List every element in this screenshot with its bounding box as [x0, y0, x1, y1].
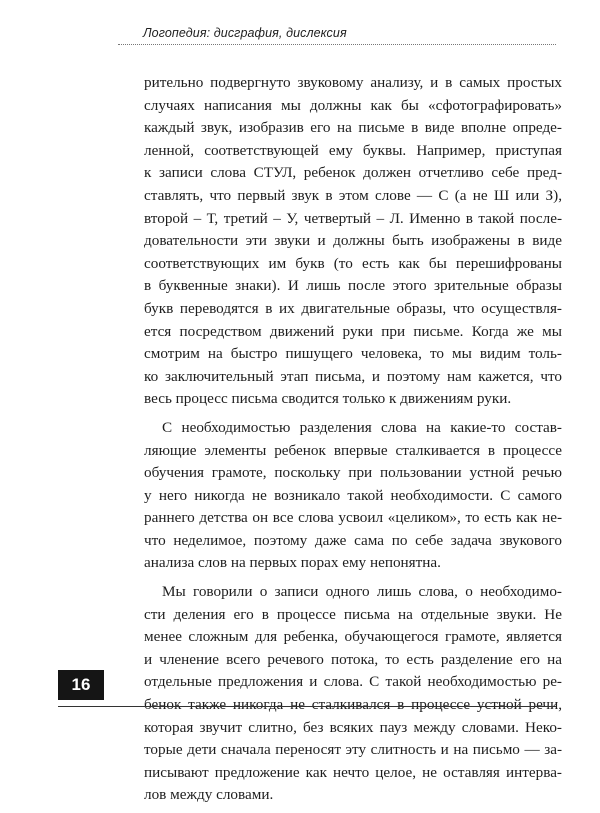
body-text [144, 72, 562, 813]
text-line: в буквенные знаки). И лишь после этого зрительные образы [144, 277, 562, 295]
text-line: что неделимое, поэтому даже сама по себе задача звукового [144, 531, 562, 549]
text-line: ется посредством движений руки при письме. Когда же мы [144, 322, 562, 340]
text-line: соответствующих им букв (то есть как бы перешифрованы [144, 254, 562, 272]
text-line: лов между словами. [144, 786, 274, 804]
text-line: писывают предложение как нечто целое, не оставляя интерва- [144, 763, 562, 781]
text-line: букв переводятся в их двигательные образы, что осуществля- [144, 299, 562, 317]
text-line: весь процесс письма сводится только к движениям руки. [144, 390, 512, 408]
text-line: ляющие элементы ребенок впервые сталкивается в процессе [144, 441, 562, 459]
text-line: сти деления его в процессе письма на отдельные звуки. Не [144, 605, 562, 623]
text-line: ставлять, что первый звук в этом слове — С (а не Ш или З), [144, 186, 562, 204]
header-rule [118, 44, 556, 45]
text-line: раннего детства он все слова усвоил «целиком», то есть как не- [144, 509, 562, 527]
paragraph [144, 72, 562, 411]
text-line: отдельные предложения и слова. С такой необходимостью ре- [144, 673, 562, 691]
text-line: бенок также никогда не сталкивался в процессе устной речи, [144, 696, 562, 714]
text-line: обучения грамоте, поскольку при пользовании устной речью [144, 464, 562, 482]
running-header: Логопедия: дисграфия, дислексия [143, 26, 347, 40]
page-number: 16 [71, 675, 91, 694]
text-line: случаях написания мы должны как бы «сфотографировать» [144, 96, 562, 114]
text-line: рительно подвергнуто звуковому анализу, и в самых простых [144, 74, 562, 91]
text-line: ленной, соответствующей ему буквы. Например, приступая [144, 141, 562, 159]
text-line: которая звучит слитно, без всяких пауз между словами. Неко- [144, 718, 562, 736]
text-line: довательности эти звуки и должны быть изображены в виде [144, 232, 562, 250]
page-number-box [58, 670, 104, 700]
paragraph [144, 417, 562, 575]
text-line: у него никогда не возникало такой необходимости. С самого [144, 486, 562, 504]
text-line: смотрим на быстро пишущего человека, то мы видим толь- [144, 345, 562, 363]
text-line: С необходимостью разделения слова на какие-то состав- [162, 418, 562, 436]
text-line: к записи слова СТУЛ, ребенок должен отчетливо себе пред- [144, 164, 562, 182]
text-line: и членение всего речевого потока, то есть разделение его на [144, 650, 562, 668]
text-line: каждый звук, изобразив его на письме в виде вполне опреде- [144, 119, 562, 137]
text-line: второй – Т, третий – У, четвертый – Л. Именно в такой после- [144, 209, 562, 227]
paragraph [144, 581, 562, 807]
text-line: ко заключительный этап письма, и поэтому нам кажется, что [144, 367, 562, 385]
footer-rule [58, 706, 556, 707]
text-line: Мы говорили о записи одного лишь слова, о необходимо- [162, 583, 562, 601]
text-line: торые дети сначала переносят эту слитность и на письмо — за- [144, 741, 562, 759]
text-line: менее сложным для ребенка, обучающегося грамоте, является [144, 628, 562, 646]
text-line: анализа слов на первых порах ему непонятна. [144, 554, 441, 572]
